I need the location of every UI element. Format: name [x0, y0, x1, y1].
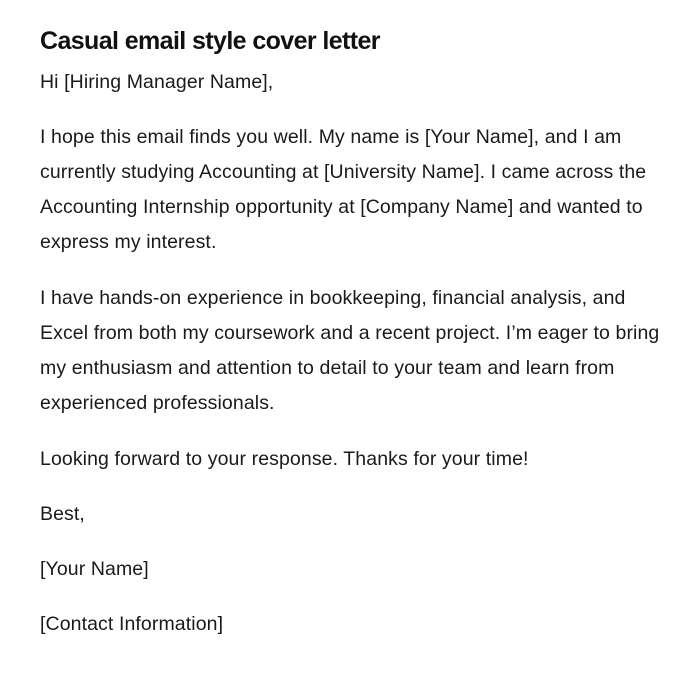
sign-off: Best,: [40, 503, 85, 525]
closing-paragraph: Looking forward to your response. Thanks for your time!: [40, 448, 529, 470]
experience-paragraph: I have hands-on experience in bookkeeping, financial analysis, and Excel from both my coursework and a recent project. I’m eager to bring my enthusiasm and attention to detail to your team and learn from experienced professionals.: [40, 287, 660, 414]
greeting: Hi [Hiring Manager Name],: [40, 71, 274, 93]
contact-information: [Contact Information]: [40, 613, 224, 635]
document-title: Casual email style cover letter: [40, 27, 380, 55]
intro-paragraph: I hope this email finds you well. My name is [Your Name], and I am currently studying Accounting at [University Name]. I came across the Accounting Internship opportunity at [Company Name] and wanted to express my interest.: [40, 126, 647, 253]
signature-name: [Your Name]: [40, 558, 149, 580]
